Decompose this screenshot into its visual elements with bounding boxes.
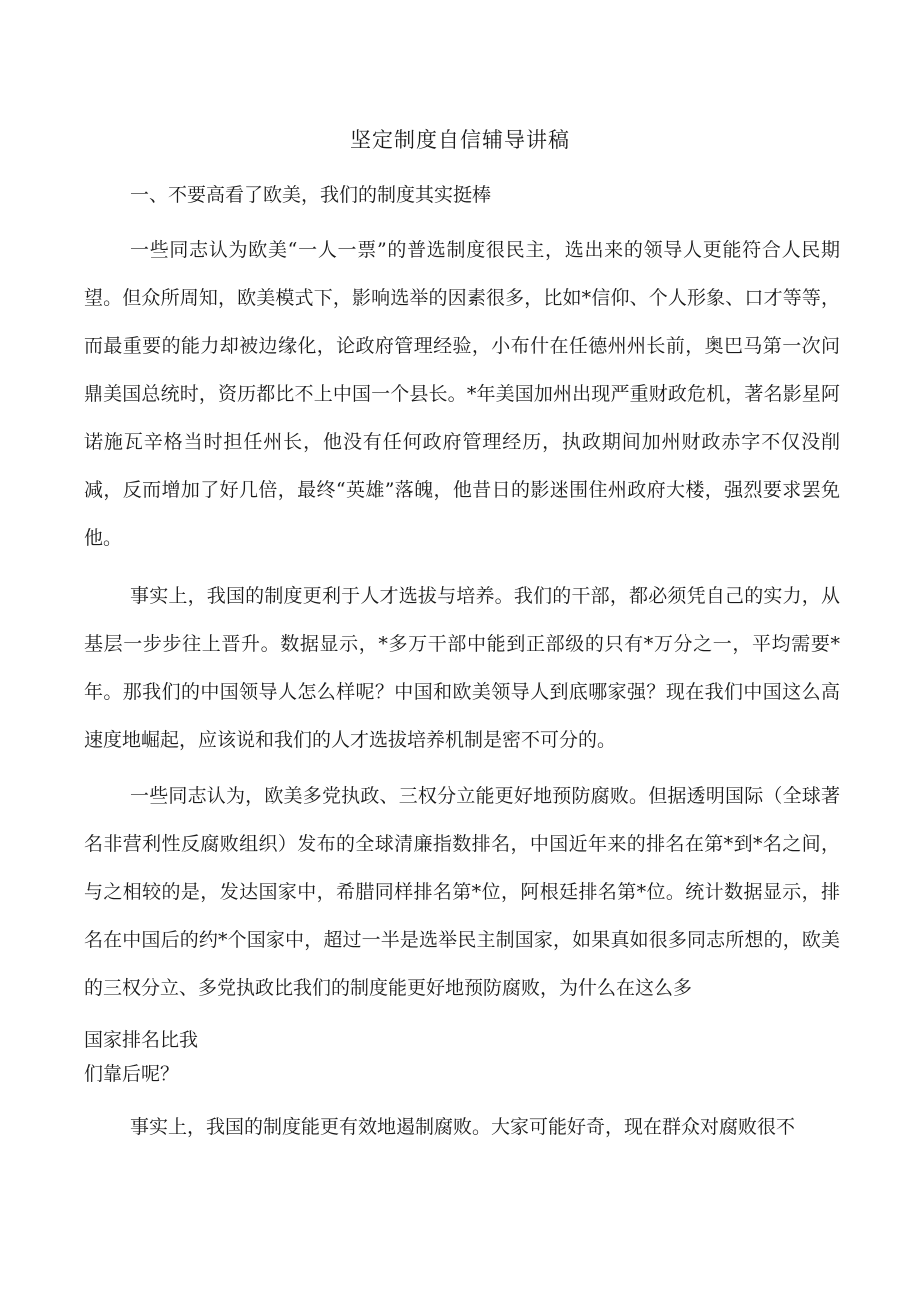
paragraph-1: 一些同志认为欧美“一人一票”的普选制度很民主，选出来的领导人更能符合人民期望。但众所周知，欧美模式下，影响选举的因素很多，比如*信仰、个人形象、口才等等，而最重要的能力却被边缘化，论政府管理经验，小布什在任德州州长前，奥巴马第一次问鼎美国总统时，资历都比不上中国一个县长。*年美国加州出现严重财政危机，著名影星阿诺施瓦辛格当时担任州长，他没有任何政府管理经历，执政期间加州财政赤字不仅没削减，反而增加了好几倍，最终“英雄”落魄，他昔日的影迷围住州政府大楼，强烈要求罢免他。 — [84, 239, 840, 549]
paragraph-3: 一些同志认为，欧美多党执政、三权分立能更好地预防腐败。但据透明国际（全球著名非营利性反腐败组织）发布的全球清廉指数排名，中国近年来的排名在第*到*名之间，与之相较的是，发达国家中，希腊同样排名第*位，阿根廷排名第*位。统计数据显示，排名在中国后的约*个国家中，超过一半是选举民主制国家，如果真如很多同志所想的，欧美的三权分立、多党执政比我们的制度能更好地预防腐败，为什么在这么多 — [84, 785, 840, 999]
document-title: 坚定制度自信辅导讲稿 — [350, 128, 570, 152]
paragraph-3-tail-line-2: 们靠后呢？ — [84, 1063, 180, 1085]
paragraph-2: 事实上，我国的制度更利于人才选拔与培养。我们的干部，都必须凭自己的实力，从基层一步步往上晋升。数据显示，*多万干部中能到正部级的只有*万分之一，平均需要*年。那我们的中国领导人怎么样呢？中国和欧美领导人到底哪家强？现在我们中国这么高速度地崛起，应该说和我们的人才选拔培养机制是密不可分的。 — [84, 585, 840, 751]
paragraph-4: 事实上，我国的制度能更有效地遏制腐败。大家可能好奇，现在群众对腐败很不 — [130, 1116, 796, 1138]
paragraph-3-tail-line-1: 国家排名比我 — [84, 1029, 199, 1051]
section-heading: 一、不要高看了欧美，我们的制度其实挺棒 — [130, 184, 492, 206]
